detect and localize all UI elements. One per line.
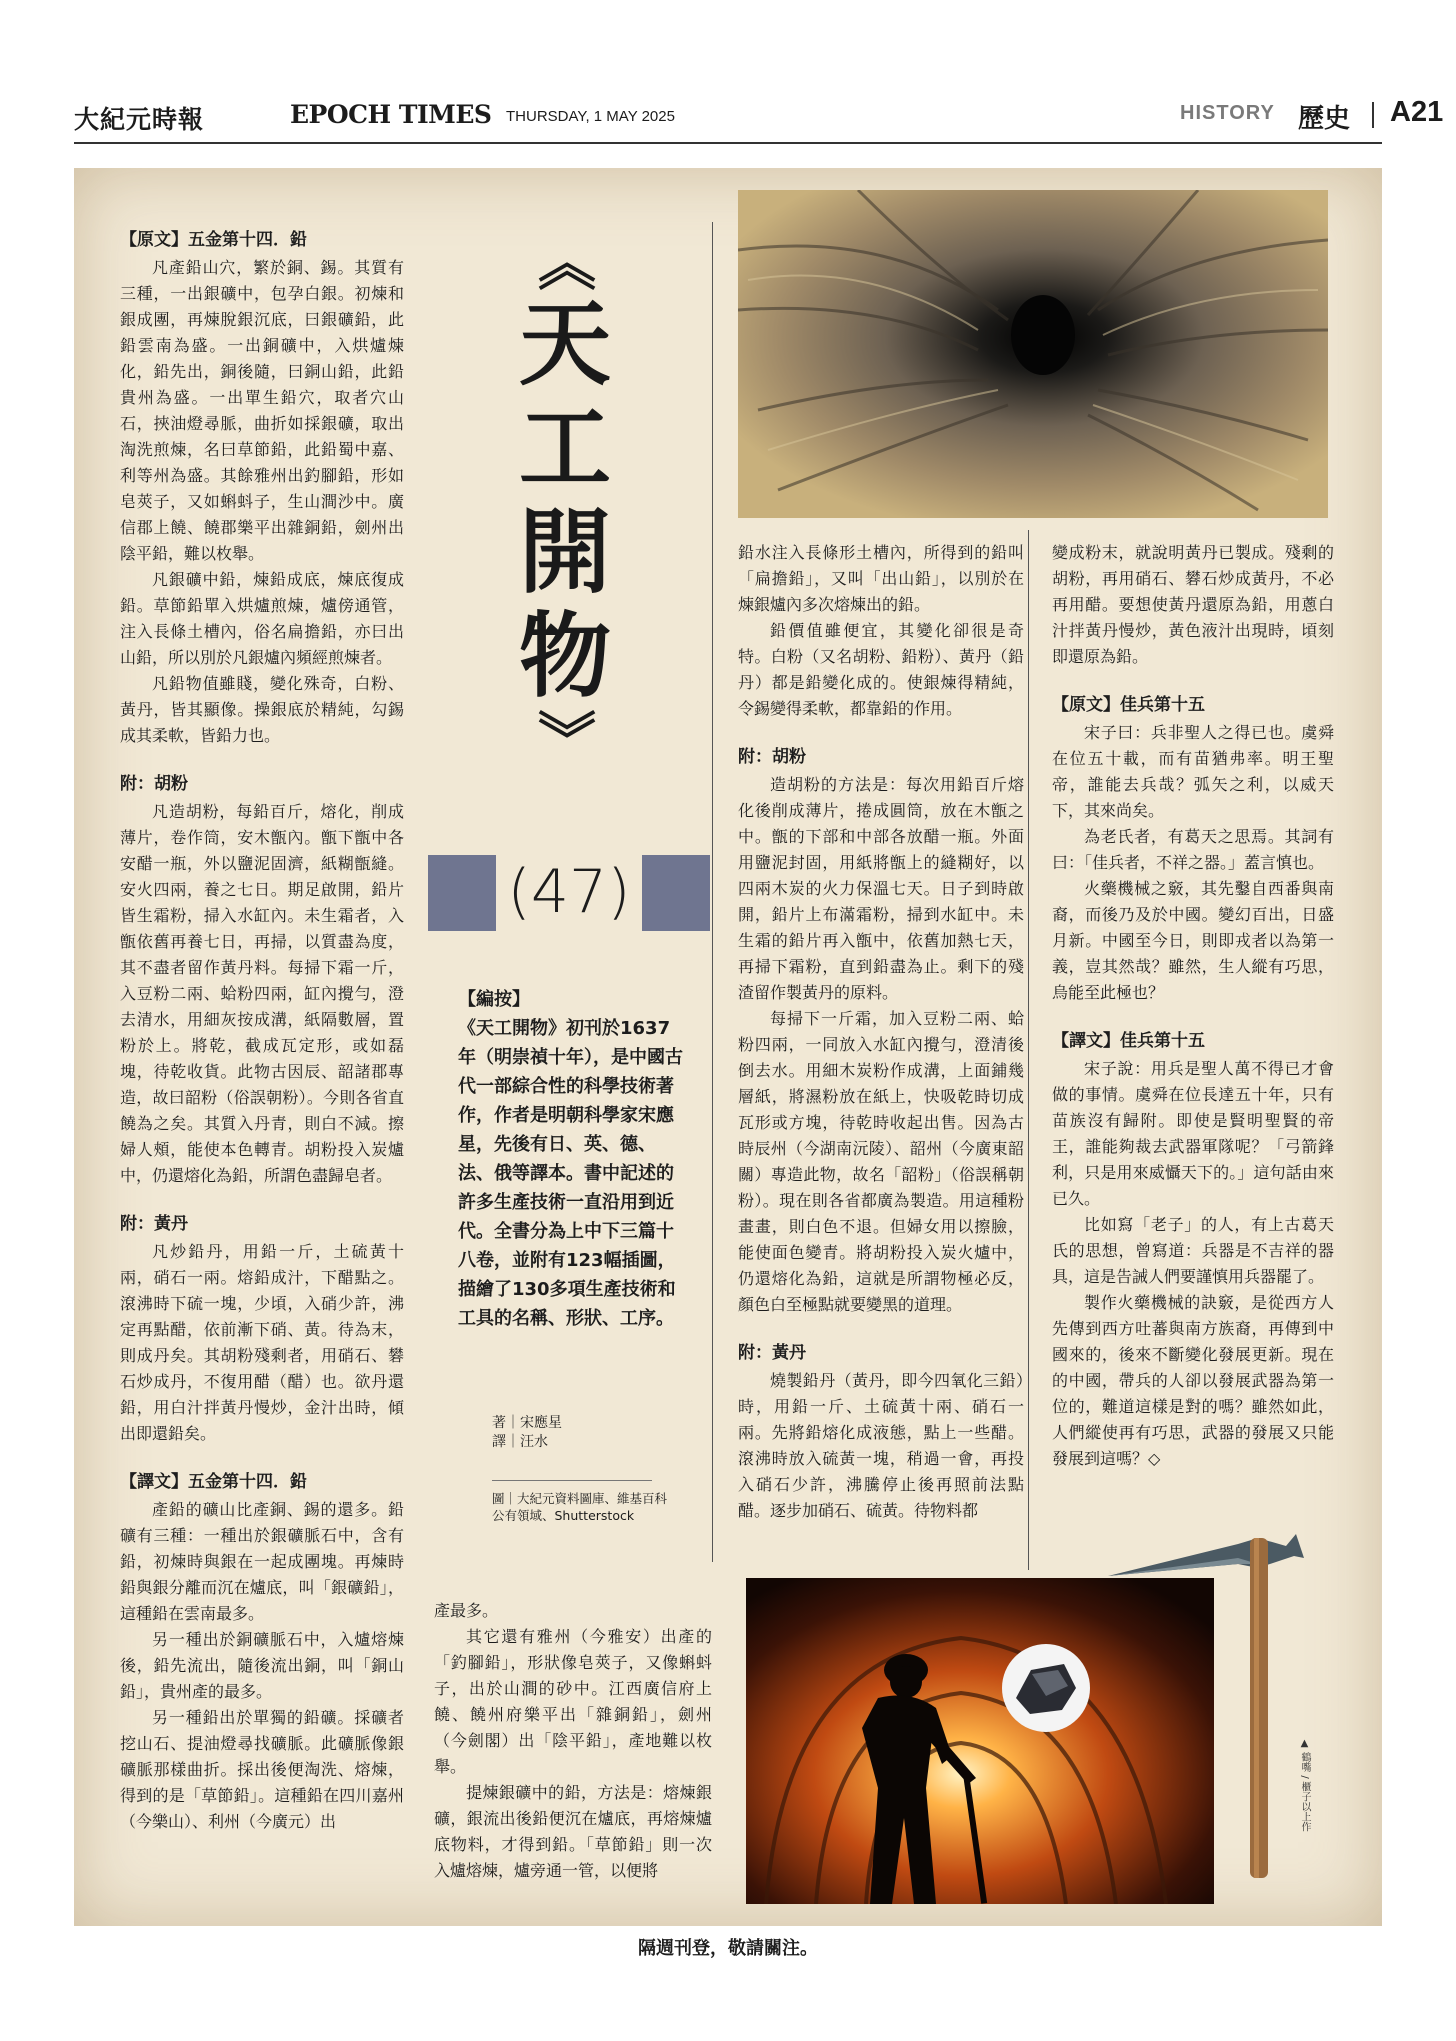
title-char: 開 (518, 498, 611, 606)
paragraph: 製作火藥機械的訣竅，是從西方人先傳到西方吐蕃與南方族裔，再傳到中國來的，後來不斷變化發展更新。現在的中國，帶兵的人卻以發展武器為第一位的，難道這樣是對的嗎？雖然如此，人們縱使再有巧思，武器的發展又只能發展到這嗎？◇ (1052, 1293, 1334, 1468)
title-open-bracket: 《 (531, 232, 599, 291)
column-3 (738, 540, 1024, 1524)
heading-original-weapons: 【原文】佳兵第十五 (1052, 695, 1205, 715)
translator-credit: 譯｜汪水 (492, 1434, 548, 1450)
paragraph: 燒製鉛丹（黃丹，即今四氧化三鉛）時，用鉛一斤、土硫黃十兩、硝石一兩。先將鉛熔化成液態，點上一些醋。滾沸時放入硫黃一塊，稍過一會，再投入硝石少許，沸騰停止後再照前法點醋。逐步加硝石、硫黃。待物料都 (738, 1371, 1024, 1520)
heading-huangdan: 附：黃丹 (738, 1343, 806, 1363)
title-close-bracket: 》 (531, 708, 599, 767)
paragraph: 火藥機械之竅，其先鑿自西番與南裔，而後乃及於中國。變幻百出，日盛月新。中國至今日，則即戎者以為第一義，豈其然哉？雖然，生人縱有巧思，烏能至此極也？ (1052, 879, 1334, 1002)
title-char: 天 (518, 290, 611, 398)
editor-note (458, 985, 688, 1333)
paragraph: 凡造胡粉，每鉛百斤，熔化，削成薄片，卷作筒，安木甑內。甑下甑中各安醋一瓶，外以鹽泥固濟，紙糊甑縫。安火四兩，養之七日。期足啟開，鉛片皆生霜粉，掃入水缸內。未生霜者，入甑依舊再養七日，再掃，以質盡為度，其不盡者留作黃丹料。每掃下霜一斤，入豆粉二兩、蛤粉四兩，缸內攪勻，澄去清水，用細灰按成溝，紙隔數層，置粉於上。將乾，截成瓦定形，或如磊塊，待乾收貨。此物古因辰、韶諸郡專造，故曰韶粉（俗誤朝粉）。今則各省直饒為之矣。其質入丹青，則白不減。擦婦人頰，能使本色轉青。胡粉投入炭爐中，仍還熔化為鉛，所謂色盡歸皂者。 (120, 802, 404, 1185)
paragraph: 凡銀礦中鉛，煉鉛成底，煉底復成鉛。草節鉛單入烘爐煎煉，爐傍通管，注入長條土槽內，俗名扁擔鉛，亦曰出山鉛，所以別於凡銀爐內頻經煎煉者。 (120, 570, 404, 667)
paragraph: 其它還有雅州（今雅安）出產的「釣腳鉛」，形狀像皂莢子，又像蝌蚪子，出於山澗的砂中。江西廣信府上饒、饒州府樂平出「雜銅鉛」，劍州（今劍閣）出「陰平鉛」，產地難以枚舉。 (434, 1627, 712, 1776)
heading-translation-lead: 【譯文】五金第十四．鉛 (120, 1472, 307, 1492)
paragraph: 鉛水注入長條形土槽內，所得到的鉛叫「扁擔鉛」，又叫「出山鉛」，以別於在煉銀爐內多次熔煉出的鉛。 (738, 543, 1024, 614)
paragraph: 產鉛的礦山比產銅、錫的還多。鉛礦有三種：一種出於銀礦脈石中，含有鉛，初煉時與銀在一起成團塊。再煉時鉛與銀分離而沉在爐底，叫「銀礦鉛」，這種鉛在雲南最多。 (120, 1500, 404, 1623)
paragraph: 造胡粉的方法是：每次用鉛百斤熔化後削成薄片，捲成圓筒，放在木甑之中。甑的下部和中部各放醋一瓶。外面用鹽泥封固，用紙將甑上的縫糊好，以四兩木炭的火力保溫七天。日子到時啟開，鉛片上布滿霜粉，掃到水缸中。未生霜的鉛片再入甑中，依舊加熱七天，再掃下霜粉，直到鉛盡為止。剩下的殘渣留作製黃丹的原料。 (738, 775, 1024, 1002)
paragraph: 另一種鉛出於單獨的鉛礦。採礦者挖山石、提油燈尋找礦脈。此礦脈像銀礦脈那樣曲折。採出後便淘洗、熔煉，得到的是「草節鉛」。這種鉛在四川嘉州（今樂山）、利州（今廣元）出 (120, 1708, 404, 1831)
heading-original-lead: 【原文】五金第十四．鉛 (120, 230, 307, 250)
editor-note-heading: 【編按】 (458, 989, 530, 1010)
paragraph: 提煉銀礦中的鉛，方法是：熔煉銀礦，銀流出後鉛便沉在爐底，再熔煉爐底物料，才得到鉛。「草節鉛」則一次入爐熔煉，爐旁通一管，以便將 (434, 1783, 712, 1880)
series-title (420, 232, 710, 767)
paragraph: 凡炒鉛丹，用鉛一斤，土硫黃十兩，硝石一兩。熔鉛成汁，下醋點之。滾沸時下硫一塊，少頃，入硝少許，沸定再點醋，依前漸下硝、黃。待為末，則成丹矣。其胡粉殘剩者，用硝石、礬石炒成丹，不復用醋（醋）也。欲丹還鉛，用白汁拌黃丹慢炒，金汁出時，傾出即還鉛矣。 (120, 1242, 404, 1443)
paragraph: 宋子說：用兵是聖人萬不得已才會做的事情。虞舜在位長達五十年，只有苗族沒有歸附。即使是賢明聖賢的帝王，誰能夠裁去武器軍隊呢？「弓箭鋒利，只是用來威懾天下的。」這句話由來已久。 (1052, 1059, 1334, 1208)
column-2 (434, 1598, 712, 1884)
author-credit: 著｜宋應星 (492, 1415, 562, 1431)
masthead (74, 86, 1444, 144)
page-number: A21 (1390, 96, 1444, 128)
episode-number: (47) (507, 857, 631, 927)
heading-hufen: 附：胡粉 (120, 774, 188, 794)
paragraph: 凡鉛物值雖賤，變化殊奇，白粉、黃丹，皆其顯像。操銀底於精純，勾錫成其柔軟，皆鉛力也。 (120, 674, 404, 745)
column-rule (712, 222, 713, 1562)
paragraph: 變成粉末，就說明黃丹已製成。殘剩的胡粉，再用硝石、礬石炒成黃丹，不必再用醋。要想使黃丹還原為鉛，用蔥白汁拌黃丹慢炒，黃色液汁出現時，頃刻即還原為鉛。 (1052, 543, 1334, 666)
number-bar-right (642, 855, 710, 931)
pickaxe-illustration (1108, 1498, 1312, 1878)
episode-number-box (428, 855, 710, 931)
paragraph: 另一種出於銅礦脈石中，入爐熔煉後，鉛先流出，隨後流出銅，叫「銅山鉛」，貴州產的最多。 (120, 1630, 404, 1701)
paragraph: 鉛價值雖便宜，其變化卻很是奇特。白粉（又名胡粉、鉛粉）、黃丹（鉛丹）都是鉛變化成的。使銀煉得精純，令錫變得柔軟，都靠鉛的作用。 (738, 621, 1024, 718)
section-en: HISTORY (1180, 102, 1275, 124)
heading-hufen: 附：胡粉 (738, 747, 806, 767)
title-char: 工 (518, 394, 611, 502)
number-bar-left (428, 855, 496, 931)
paragraph: 凡產鉛山穴，繁於銅、錫。其質有三種，一出銀礦中，包孕白銀。初煉和銀成團，再煉脫銀沉底，曰銀礦鉛，此鉛雲南為盛。一出銅礦中，入烘爐煉化，鉛先出，銅後隨，曰銅山鉛，此鉛貴州為盛。一出單生鉛穴，取者穴山石，挾油燈尋脈，曲折如採銀礦，取出淘洗煎煉，名曰草節鉛，此鉛蜀中嘉、利等州為盛。其餘雅州出釣腳鉛，形如皂莢子，又如蝌蚪子，生山澗沙中。廣信郡上饒、饒郡樂平出雜銅鉛，劍州出陰平鉛，難以枚舉。 (120, 258, 404, 563)
column-1 (120, 227, 404, 1835)
column-rule (1028, 530, 1029, 1570)
masthead-divider (1372, 102, 1374, 128)
issue-date: THURSDAY, 1 MAY 2025 (506, 108, 675, 125)
credits (492, 1414, 562, 1452)
logo-en: EPOCH TIMES (290, 100, 492, 129)
column-4 (1052, 540, 1334, 1472)
footer-note: 隔週刊登，敬請關注。 (638, 1938, 818, 1959)
pickaxe-caption: ▲ 鶴嘴 / 櫃子以上作 (1299, 1738, 1310, 1832)
paragraph: 每掃下一斤霜，加入豆粉二兩、蛤粉四兩，一同放入水缸內攪勻，澄清後倒去水。用細木炭粉作成溝，上面鋪幾層紙，將濕粉放在紙上，快吸乾時切成瓦形或方塊，待乾時收起出售。因為古時辰州（今湖南沅陵）、韶州（今廣東韶關）專造此物，故名「韶粉」（俗誤稱朝粉）。現在則各省都廣為製造。用這種粉畫畫，則白色不退。但婦女用以擦臉，能使面色變青。將胡粉投入炭火爐中，仍還熔化為鉛，這就是所謂物極必反，顏色白至極點就要變黑的道理。 (738, 1009, 1024, 1314)
paragraph: 產最多。 (434, 1601, 499, 1620)
pickaxe-photo (1108, 1498, 1312, 1878)
mine-tunnel-photo (738, 190, 1328, 518)
paragraph: 宋子曰：兵非聖人之得已也。虞舜在位五十載，而有苗猶弗率。明王聖帝，誰能去兵哉？弧矢之利，以威天下，其來尚矣。 (1052, 723, 1334, 820)
paragraph: 比如寫「老子」的人，有上古葛天氏的思想，曾寫道：兵器是不吉祥的器具，這是告誡人們要謹慎用兵器罷了。 (1052, 1215, 1334, 1286)
editor-note-text: 《天工開物》初刊於1637年（明崇禎十年），是中國古代一部綜合性的科學技術著作，作者是明朝科學家宋應星，先後有日、英、德、法、俄等譯本。書中記述的許多生產技術一直沿用到近代。全書分為上中下三篇十八卷，並附有123幅插圖，描繪了130多項生產技術和工具的名稱、形狀、工序。 (458, 1018, 683, 1329)
photo-credit-text: 圖｜大紀元資料圖庫、維基百科公有領域、Shutterstock (492, 1491, 668, 1523)
paragraph: 為老氏者，有葛天之思焉。其詞有曰：「佳兵者，不祥之器。」蓋言慎也。 (1052, 827, 1334, 872)
logo-zh: 大紀元時報 (74, 105, 205, 134)
heading-huangdan: 附：黃丹 (120, 1214, 188, 1234)
mine-tunnel-illustration (738, 190, 1328, 518)
title-char: 物 (518, 602, 611, 710)
photo-credit (492, 1490, 672, 1524)
heading-translation-weapons: 【譯文】佳兵第十五 (1052, 1031, 1205, 1051)
section-zh: 歷史 (1298, 104, 1351, 134)
